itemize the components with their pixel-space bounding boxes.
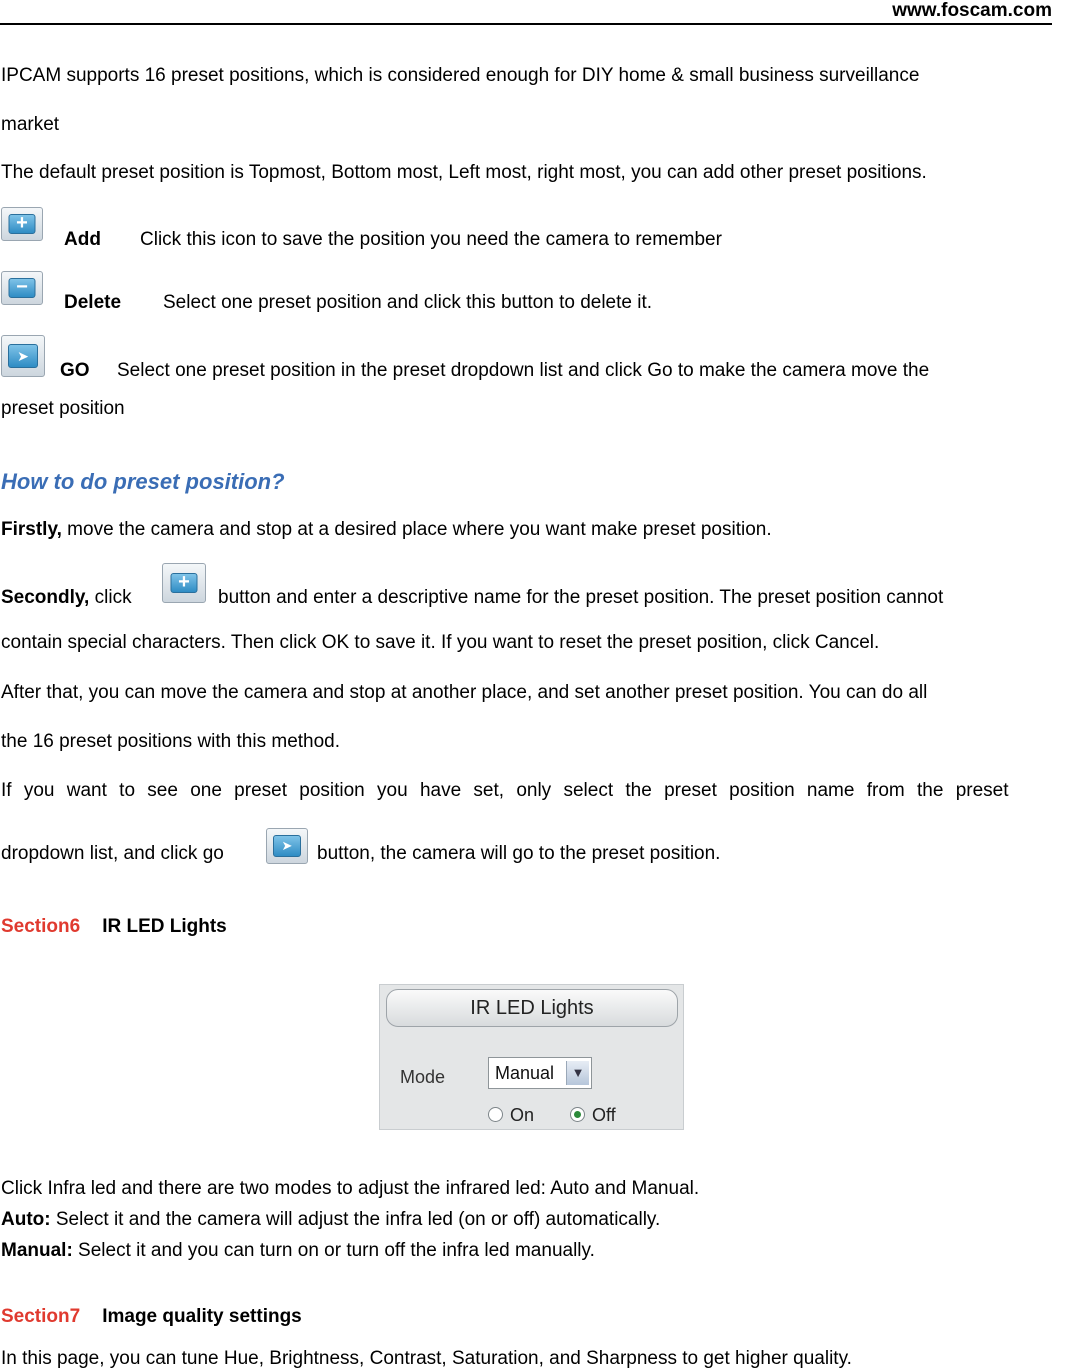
intro-line-3: The default preset position is Topmost, Bottom most, Left most, right most, you can add other preset positions. bbox=[1, 162, 927, 183]
ifyou-line-1: If you want to see one preset position you have set, only select the preset position name from the preset bbox=[1, 780, 1009, 801]
inline-add-button[interactable] bbox=[162, 563, 206, 603]
firstly-text: move the camera and stop at a desired place where you want make preset position. bbox=[61, 519, 772, 540]
after-line-1: After that, you can move the camera and stop at another place, and set another preset position. You can do all bbox=[1, 682, 928, 703]
header-url: www.foscam.com bbox=[892, 0, 1052, 21]
secondly-paragraph bbox=[1, 587, 132, 609]
auto-text: Select it and the camera will adjust the infra led (on or off) automatically. bbox=[50, 1209, 661, 1230]
secondly-text-post: button and enter a descriptive name for the preset position. The preset position cannot bbox=[218, 587, 944, 608]
section7-number: Section7 bbox=[1, 1306, 81, 1327]
ifyou-text-pre: dropdown list, and click go bbox=[1, 843, 224, 864]
ifyou-text-post: button, the camera will go to the preset position. bbox=[317, 843, 721, 864]
manual-paragraph bbox=[1, 1240, 595, 1262]
intro-line-1: IPCAM supports 16 preset positions, which is considered enough for DIY home & small business surveillance bbox=[1, 65, 920, 86]
go-button[interactable] bbox=[1, 335, 45, 377]
secondly-label: Secondly, bbox=[1, 587, 90, 608]
minus-icon: − bbox=[9, 278, 36, 298]
radio-off-label: Off bbox=[592, 1105, 616, 1125]
chevron-down-icon[interactable]: ▼ bbox=[566, 1061, 589, 1085]
after-line-2: the 16 preset positions with this method. bbox=[1, 731, 341, 752]
delete-description: Select one preset position and click this button to delete it. bbox=[163, 292, 653, 313]
go-description-cont: preset position bbox=[1, 398, 125, 419]
mode-select-value: Manual bbox=[495, 1063, 555, 1083]
radio-on[interactable] bbox=[488, 1107, 503, 1122]
section6-number: Section6 bbox=[1, 916, 81, 937]
manual-label: Manual: bbox=[1, 1240, 73, 1261]
section6-paragraph: Click Infra led and there are two modes to adjust the infrared led: Auto and Manual. bbox=[1, 1178, 700, 1199]
intro-line-2: market bbox=[1, 114, 60, 135]
section6-heading bbox=[1, 916, 227, 938]
howto-heading: How to do preset position? bbox=[1, 469, 285, 494]
go-label: GO bbox=[60, 360, 90, 381]
radio-off[interactable] bbox=[570, 1107, 585, 1122]
mode-select[interactable] bbox=[488, 1057, 592, 1089]
go-arrow-icon: ➤ bbox=[8, 344, 38, 368]
inline-go-button[interactable] bbox=[266, 828, 308, 864]
plus-icon: + bbox=[171, 573, 198, 593]
section7-paragraph: In this page, you can tune Hue, Brightness, Contrast, Saturation, and Sharpness to get higher quality. bbox=[1, 1348, 852, 1369]
delete-button[interactable] bbox=[1, 271, 43, 305]
secondly-text-pre: click bbox=[89, 587, 132, 608]
go-description: Select one preset position in the preset dropdown list and click Go to make the camera move the bbox=[117, 360, 930, 381]
add-label: Add bbox=[64, 229, 101, 250]
go-arrow-icon: ➤ bbox=[273, 835, 301, 857]
delete-label: Delete bbox=[64, 292, 122, 313]
section6-title: IR LED Lights bbox=[102, 916, 227, 937]
section7-title: Image quality settings bbox=[102, 1306, 302, 1327]
manual-text: Select it and you can turn on or turn off the infra led manually. bbox=[72, 1240, 595, 1261]
plus-icon: + bbox=[9, 214, 36, 234]
firstly-label: Firstly, bbox=[1, 519, 62, 540]
ir-led-panel-title[interactable]: IR LED Lights bbox=[386, 989, 678, 1027]
header-divider bbox=[0, 23, 1052, 25]
section7-heading bbox=[1, 1306, 302, 1328]
add-button[interactable] bbox=[1, 207, 43, 241]
mode-label: Mode bbox=[400, 1067, 446, 1087]
secondly-line-2: contain special characters. Then click OK to save it. If you want to reset the preset position, click Cancel. bbox=[1, 632, 880, 653]
ir-led-panel bbox=[379, 984, 684, 1130]
radio-on-label: On bbox=[510, 1105, 535, 1125]
auto-label: Auto: bbox=[1, 1209, 51, 1230]
firstly-paragraph bbox=[1, 519, 772, 541]
auto-paragraph bbox=[1, 1209, 660, 1231]
add-description: Click this icon to save the position you need the camera to remember bbox=[140, 229, 722, 250]
